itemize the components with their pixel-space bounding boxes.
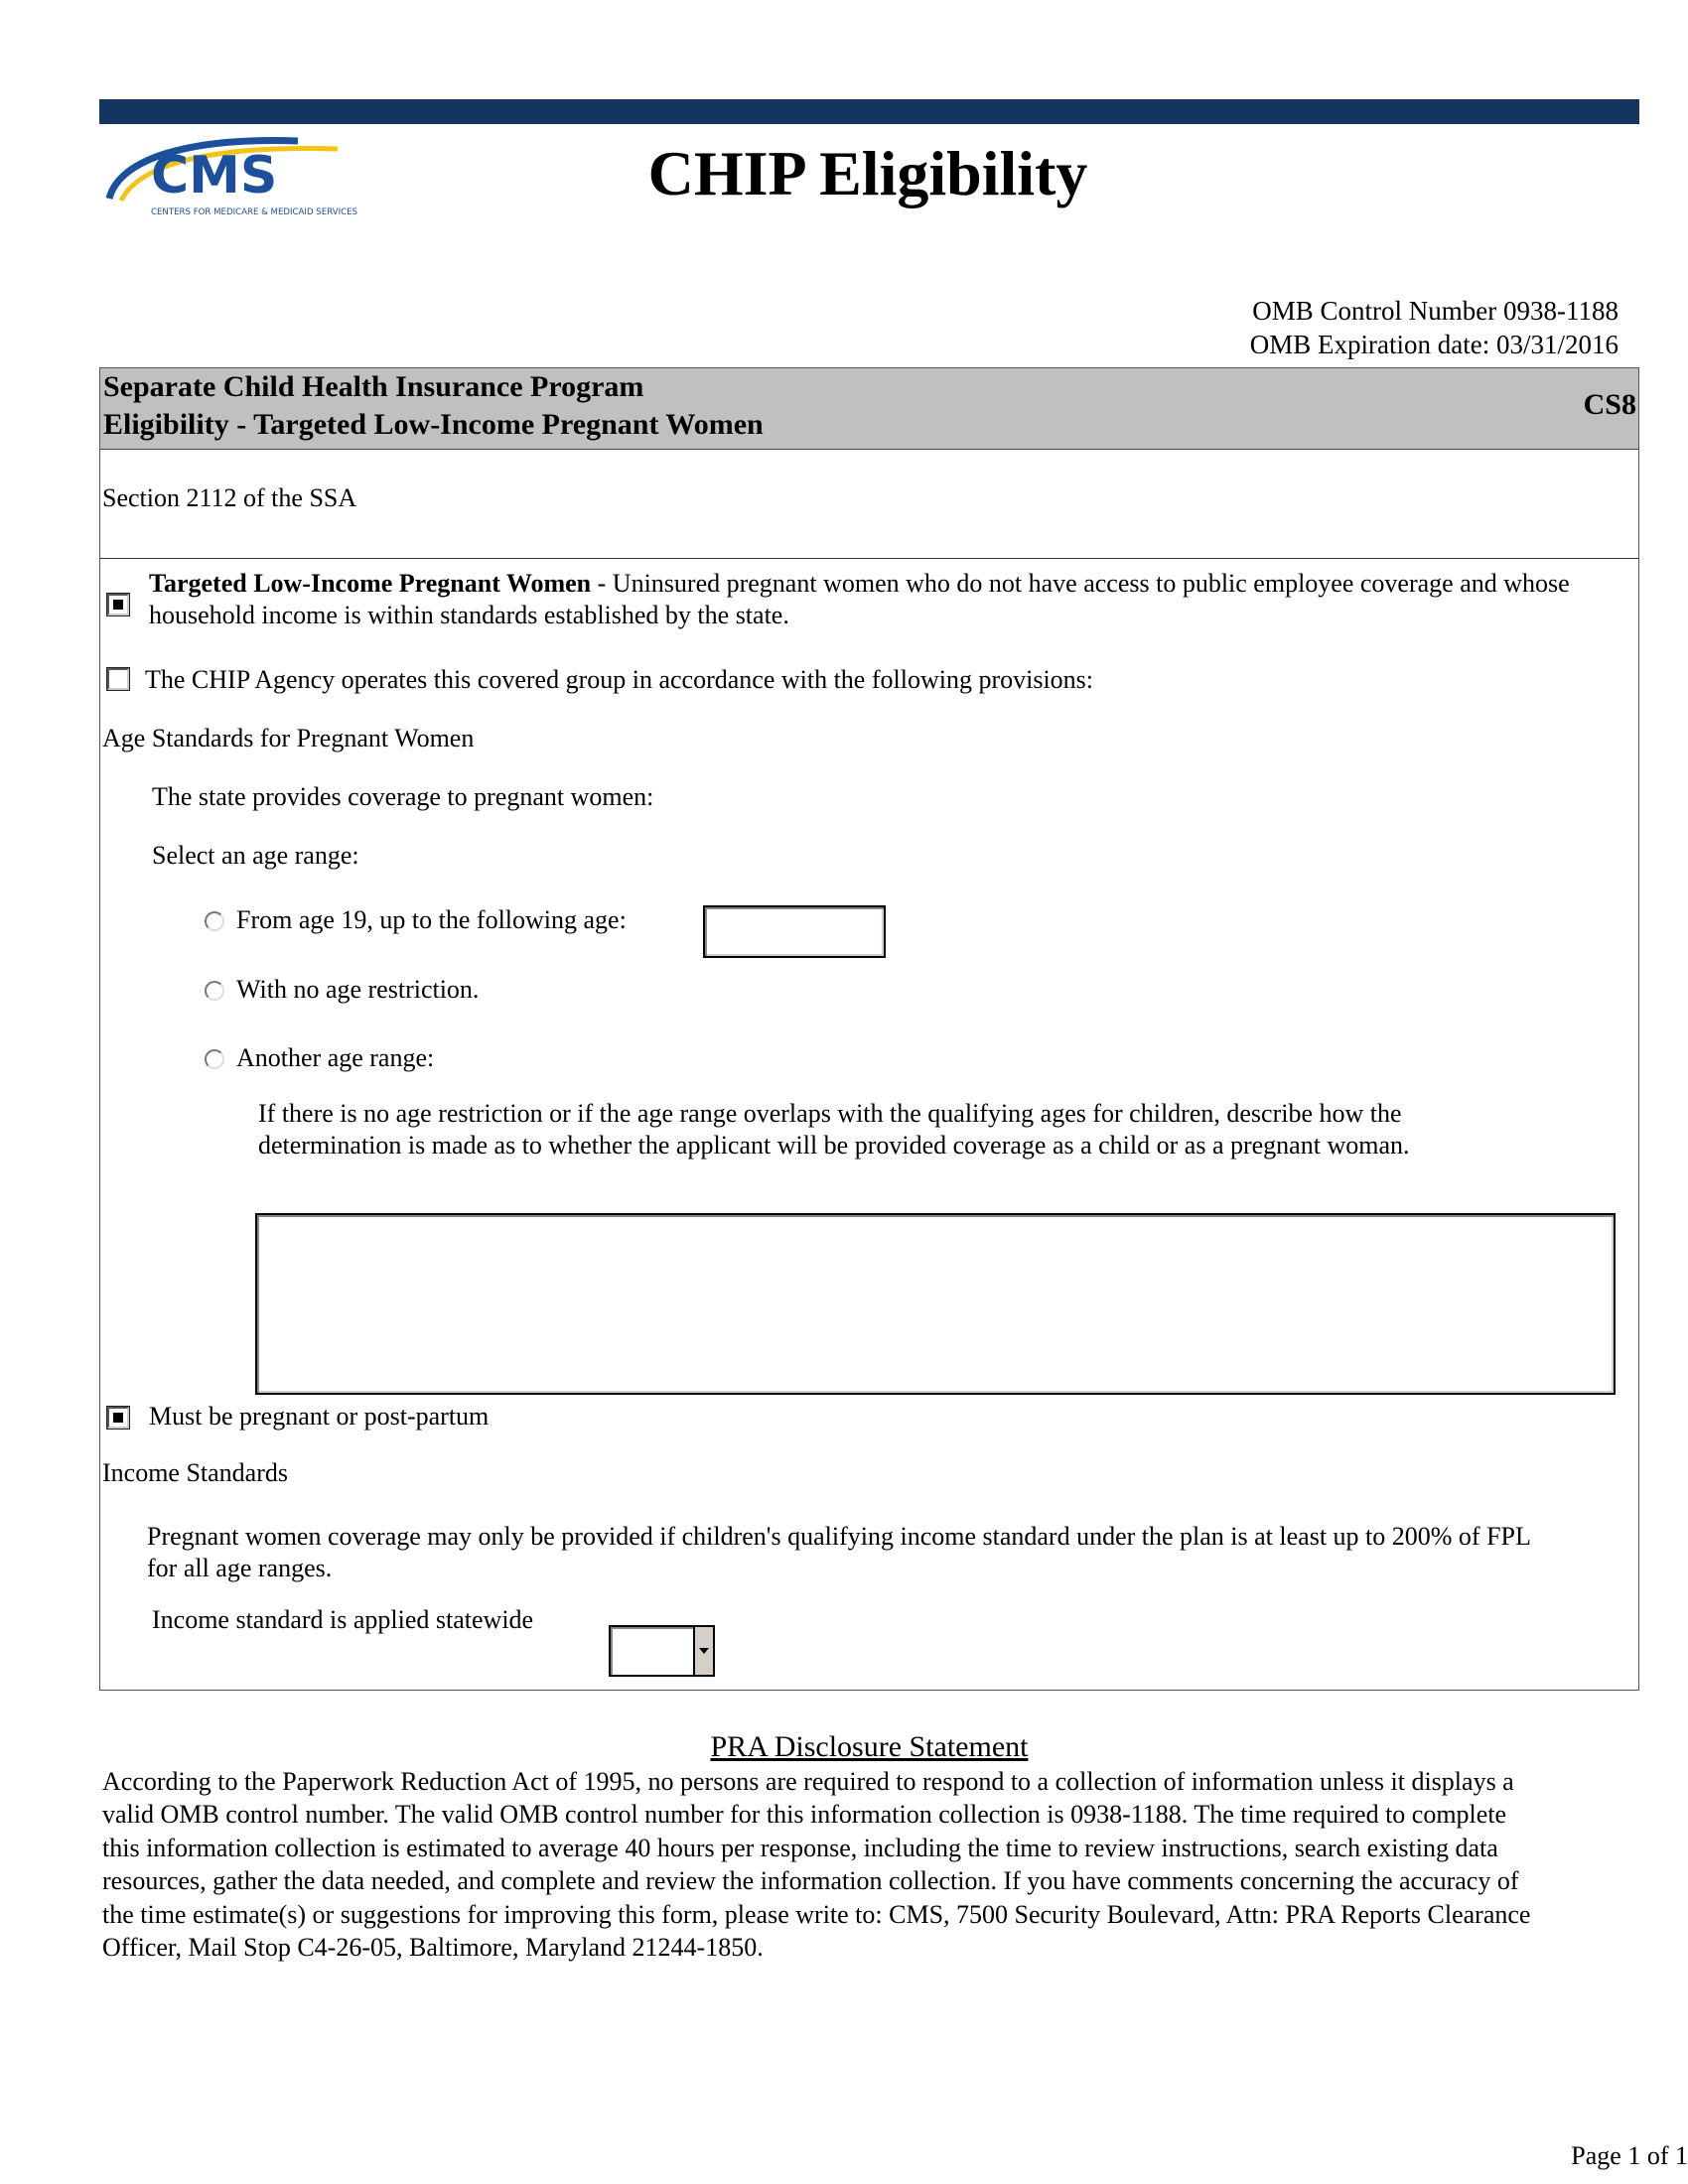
agency-operates-checkbox[interactable] xyxy=(107,668,129,690)
pra-line: Officer, Mail Stop C4-26-05, Baltimore, Maryland 21244-1850. xyxy=(102,1933,764,1963)
statewide-select[interactable] xyxy=(609,1625,715,1677)
citation-text: Section 2112 of the SSA xyxy=(102,483,357,512)
upper-age-input[interactable] xyxy=(703,905,886,958)
targeted-group-title: Targeted Low-Income Pregnant Women xyxy=(149,569,592,598)
svg-text:CMS: CMS xyxy=(151,146,278,205)
age-range-radio-no-restriction[interactable] xyxy=(205,981,224,1001)
agency-operates-label: The CHIP Agency operates this covered group in accordance with the following provisions: xyxy=(145,665,1094,694)
age-determination-textarea[interactable] xyxy=(255,1213,1616,1395)
form-code-badge: CS8 xyxy=(1583,388,1636,421)
age-description-prompt-line1: If there is no age restriction or if the age range overlaps with the qualifying ages for children, describe how the xyxy=(258,1099,1402,1128)
pra-body xyxy=(102,1765,1639,1964)
page-number: Page 1 of 1 xyxy=(1571,2141,1688,2170)
statewide-label: Income standard is applied statewide xyxy=(152,1605,534,1634)
age-description-prompt-line2: determination is made as to whether the applicant will be provided coverage as a child or as a pregnant woman. xyxy=(258,1131,1410,1160)
age-standards-heading: Age Standards for Pregnant Women xyxy=(102,724,475,752)
form-header-program: Separate Child Health Insurance Program xyxy=(103,370,644,403)
pra-line: the time estimate(s) or suggestions for improving this form, please write to: CMS, 7500 Security Boulevard, Attn: PRA Reports Clearance xyxy=(102,1899,1531,1929)
targeted-group-text xyxy=(149,568,1628,631)
age-range-prompt: Select an age range: xyxy=(152,841,359,870)
pra-title-text: PRA Disclosure Statement xyxy=(710,1730,1029,1763)
svg-text:CENTERS FOR MEDICARE & MEDICAI: CENTERS FOR MEDICARE & MEDICAID SERVICES xyxy=(151,207,357,217)
section-divider xyxy=(100,558,1638,559)
age-range-label-another: Another age range: xyxy=(236,1043,435,1072)
omb-expiration-date: OMB Expiration date: 03/31/2016 xyxy=(1249,330,1618,359)
omb-control-number: OMB Control Number 0938-1188 xyxy=(1252,296,1618,326)
age-standards-intro: The state provides coverage to pregnant women: xyxy=(152,782,654,811)
income-standards-heading: Income Standards xyxy=(102,1458,289,1487)
form-header-group: Eligibility - Targeted Low-Income Pregnant Women xyxy=(103,408,764,441)
header-bar xyxy=(99,99,1639,124)
page-title: CHIP Eligibility xyxy=(647,138,1088,208)
pra-line: this information collection is estimated to average 40 hours per response, including the time to review instructions, search existing data xyxy=(102,1833,1498,1862)
income-standards-note-line2: for all age ranges. xyxy=(147,1554,333,1582)
pra-line: resources, gather the data needed, and complete and review the information collection. If you have comments concerning the accuracy of xyxy=(102,1866,1519,1896)
age-range-label-from-19: From age 19, up to the following age: xyxy=(236,905,627,934)
pra-line: valid OMB control number. The valid OMB control number for this information collection is 0938-1188. The time required to complete xyxy=(102,1800,1507,1830)
form-frame xyxy=(99,367,1639,1691)
age-range-radio-another[interactable] xyxy=(205,1049,224,1069)
pra-line: According to the Paperwork Reduction Act of 1995, no persons are required to respond to a collection of information unless it displays a xyxy=(102,1767,1514,1796)
age-range-radio-from-19[interactable] xyxy=(205,911,224,931)
income-standards-note-line1: Pregnant women coverage may only be provided if children's qualifying income standard under the plan is at least up to 200% of FPL xyxy=(147,1522,1531,1551)
targeted-group-separator: - xyxy=(591,569,613,598)
chevron-down-icon[interactable] xyxy=(693,1627,713,1675)
pra-title xyxy=(99,1729,1639,1765)
age-range-label-no-restriction: With no age restriction. xyxy=(236,975,480,1004)
pregnant-postpartum-label: Must be pregnant or post-partum xyxy=(149,1402,490,1431)
targeted-group-description: Uninsured pregnant women who do not have access to public employee coverage and whose household income is within standards established by the state. xyxy=(149,569,1570,629)
targeted-group-checkbox[interactable] xyxy=(107,594,129,615)
cms-logo xyxy=(99,129,397,224)
cms-logo-icon xyxy=(99,129,397,224)
pregnant-postpartum-checkbox[interactable] xyxy=(107,1407,129,1429)
